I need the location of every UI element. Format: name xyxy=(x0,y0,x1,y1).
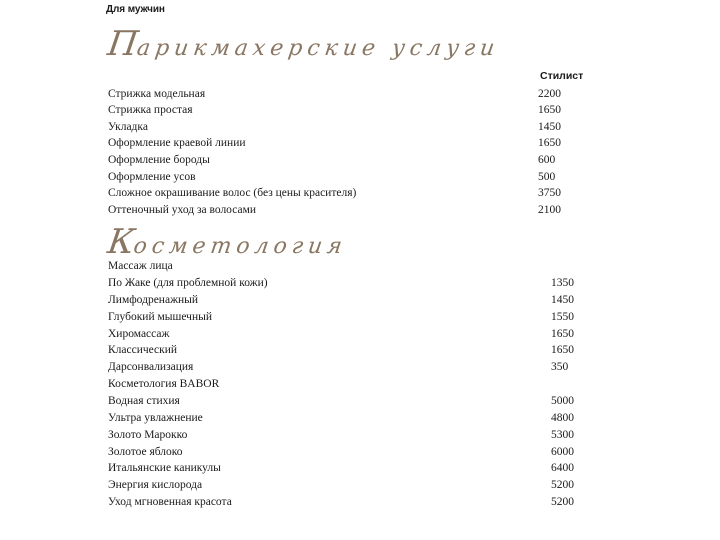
service-price: 500 xyxy=(538,171,556,183)
service-name: Укладка xyxy=(108,121,148,133)
service-name: Оформление бороды xyxy=(108,154,210,166)
service-name: Ультра увлажнение xyxy=(108,412,203,424)
service-name: Сложное окрашивание волос (без цены красителя) xyxy=(108,187,357,199)
service-price: 6400 xyxy=(551,462,574,474)
service-price: 1450 xyxy=(551,294,574,306)
service-name: По Жаке (для проблемной кожи) xyxy=(108,277,268,289)
service-price: 5000 xyxy=(551,395,574,407)
service-name: Классический xyxy=(108,344,178,356)
service-name: Стрижка модельная xyxy=(108,88,206,100)
service-name: Хиромассаж xyxy=(108,328,170,340)
section-label: Для мужчин xyxy=(106,4,165,15)
service-name: Золото Марокко xyxy=(108,429,188,441)
cosmo-title-rest: осметология xyxy=(131,234,349,259)
service-price: 1650 xyxy=(551,344,574,356)
service-price: 1450 xyxy=(538,121,561,133)
service-price: 5300 xyxy=(551,429,574,441)
service-name: Итальянские каникулы xyxy=(108,462,221,474)
service-price: 1550 xyxy=(551,311,574,323)
service-name: Дарсонвализация xyxy=(108,361,194,373)
service-price: 600 xyxy=(538,154,556,166)
hair-title-rest: арикмахерские услуги xyxy=(135,36,501,61)
service-name: Косметология BABOR xyxy=(108,378,220,390)
service-name: Стрижка простая xyxy=(108,104,193,116)
service-price: 4800 xyxy=(551,412,574,424)
service-price: 6000 xyxy=(551,446,574,458)
service-name: Оттеночный уход за волосами xyxy=(108,204,256,216)
service-price: 350 xyxy=(551,361,569,373)
stylist-column-header: Стилист xyxy=(540,70,584,82)
service-price: 1650 xyxy=(551,328,574,340)
service-name: Оформление усов xyxy=(108,171,196,183)
service-name: Уход мгновенная красота xyxy=(108,496,232,508)
service-price: 5200 xyxy=(551,479,574,491)
service-name: Золотое яблоко xyxy=(108,446,183,458)
service-price: 2100 xyxy=(538,204,561,216)
service-price: 1350 xyxy=(551,277,574,289)
service-price: 3750 xyxy=(538,187,561,199)
service-name: Лимфодренажный xyxy=(108,294,199,306)
service-name: Глубокий мышечный xyxy=(108,311,212,323)
service-price: 5200 xyxy=(551,496,574,508)
service-name: Энергия кислорода xyxy=(108,479,203,491)
hair-services-title xyxy=(105,24,502,64)
service-price: 1650 xyxy=(538,137,561,149)
service-name: Водная стихия xyxy=(108,395,180,407)
service-name: Оформление краевой линии xyxy=(108,137,246,149)
service-price: 1650 xyxy=(538,104,561,116)
cosmetology-title xyxy=(105,222,350,262)
service-name: Массаж лица xyxy=(108,260,173,272)
cosmo-title-initial: К xyxy=(105,222,138,262)
hair-title-initial: П xyxy=(105,24,141,64)
service-price: 2200 xyxy=(538,88,561,100)
